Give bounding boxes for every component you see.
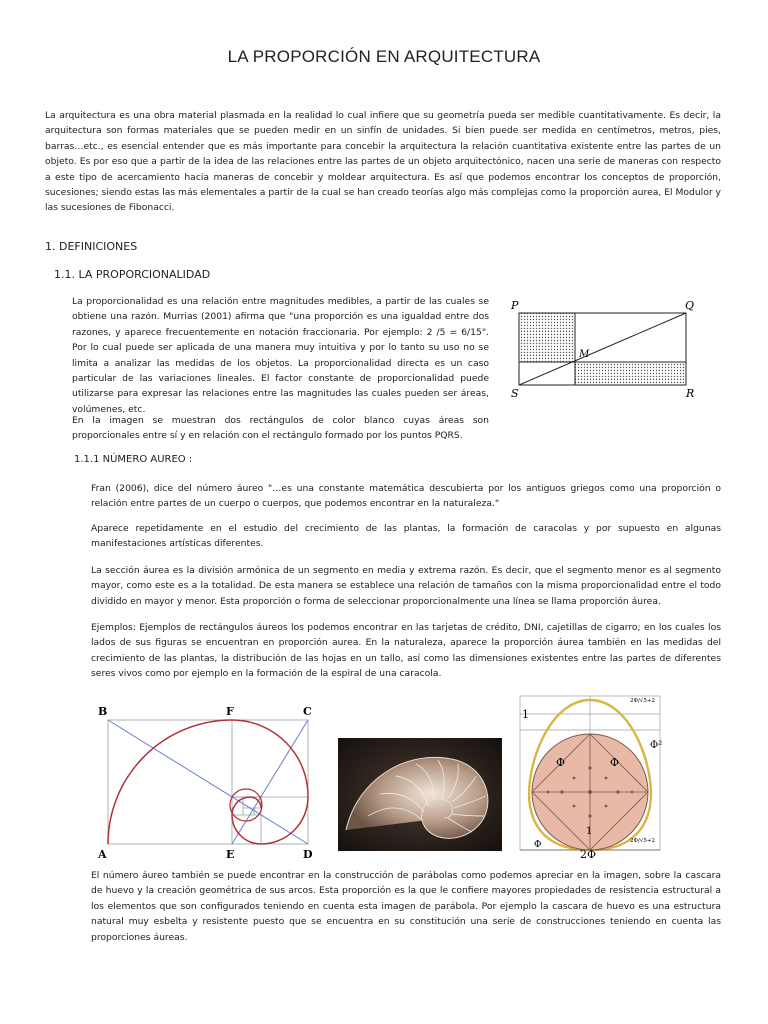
final-paragraph: El número áureo también se puede encontrar en la construcción de parábolas como podemos apreciar en la imagen, sobre la cascara de huevo y la creación geométrica de sus arcos. Esta proporción es la que le confiere mayores propiedades de resistencia estructural a los elementos que son configurados teniendo en cuenta esta imagen de parábola. Por ejemplo la cascara de huevo es una estructura natural muy esbelta y resistente puesto que se encuentra en su constitución una serie de construcciones teniendo en cuenta las proporciones áureas. xyxy=(91,870,721,943)
label-two-phi: 2Φ xyxy=(580,848,597,860)
label-d: D xyxy=(303,848,313,861)
page-title: LA PROPORCIÓN EN ARQUITECTURA xyxy=(227,47,541,66)
section-heading-definiciones: 1. DEFINICIONES xyxy=(45,240,138,253)
aureo-paragraph-1: Fran (2006), dice del número áureo "…es una constante matemática descubierta por los antiguos griegos como una proporción o relación entre partes de un cuerpo o cuerpos, que podemos encontrar en la naturaleza." xyxy=(91,483,721,510)
label-f: F xyxy=(226,705,234,718)
nautilus-shell-image xyxy=(338,738,502,851)
label-b: B xyxy=(98,705,108,718)
shaded-rectangle-bottom xyxy=(575,362,686,385)
shaded-rectangle-left xyxy=(519,313,575,362)
label-s: S xyxy=(511,387,519,400)
label-root-bottom: 2Φ/√5+2 xyxy=(630,838,655,844)
label-p: P xyxy=(511,299,519,312)
egg-golden-construction-figure xyxy=(514,690,674,860)
intro-paragraph: La arquitectura es una obra material plasmada en la realidad lo cual infiere que su geometría pueda ser medible cuantitativamente. Es decir, la arquitectura son formas materiales que se pueden medir en un sinfín de unidades. Si bien puede ser medida en centímetros, metros, pies, barras…etc., es esencial entender que es más importante para concebir la arquitectura la relación cuantitativa existente entre las partes de un objeto. Es por eso que a partir de la idea de las relaciones entre las partes de un objeto arquitectónico, nacen una serie de maneras con respecto a este tipo de acercamiento hacia maneras de concebir y moldear arquitectura. Es así que podemos encontrar los conceptos de proporción, sucesiones; siendo estas las más elementales a partir de la cual se han creado teorías algo más complejas como la proporción aurea, El Modulor y las sucesiones de Fibonacci. xyxy=(45,110,721,214)
label-root-top: 2Φ/√5+2 xyxy=(630,698,655,704)
aureo-paragraph-2: Aparece repetidamente en el estudio del crecimiento de las plantas, la formación de caracolas y por supuesto en algunas manifestaciones artísticas diferentes. xyxy=(91,523,721,550)
label-a: A xyxy=(98,848,107,861)
proporcionalidad-paragraph: La proporcionalidad es una relación entre magnitudes medibles, a partir de las cuales se obtiene una razón. Murrias (2001) afirma que "una proporción es una igualdad entre dos razones, y aparece frecuentemente en notación fraccionaria. Por ejemplo: 2 /5 = 6/15". Por lo cual puede ser aplicada de una manera muy intuitiva y por lo tanto su uso no se limita a analizar las medidas de los objetos. La proporcionalidad directa es un caso particular de las variaciones lineales. El factor constante de proporcionalidad puede utilizarse para expresar las relaciones entre las magnitudes las cuales pueden ser áreas, volúmenes, etc. xyxy=(72,296,489,415)
label-c: C xyxy=(303,705,312,718)
label-one-center: 1 xyxy=(586,826,593,837)
label-e: E xyxy=(226,848,235,861)
label-one-top: 1 xyxy=(522,708,529,721)
label-m: M xyxy=(579,349,590,360)
aureo-paragraph-4: Ejemplos: Ejemplos de rectángulos áureos los podemos encontrar en las tarjetas de crédito, DNI, cajetillas de cigarro; en los cuales los lados de sus figuras se encuentran en proporción aurea. En la naturaleza, aparece la proporción áurea también en las medidas del crecimiento de las plantas, la distribución de las hojas en un tallo, así como las dimensiones existentes entre las partes de diferentes seres vivos como por ejemplo en la formación de la espiral de una caracola. xyxy=(91,622,721,680)
golden-rectangle-spiral-figure xyxy=(94,702,326,862)
pqrs-rectangles-figure xyxy=(505,297,705,400)
label-q: Q xyxy=(685,299,695,312)
aureo-paragraph-3: La sección áurea es la división armónica de un segmento en media y extrema razón. Es decir, que el segmento menor es al segmento mayor, como este es a la totalidad. De esta manera se establece una relación de tamaños con la misma proporcionalidad entre el todo dividido en mayor y menor. Esta proporción o forma de seleccionar proporcionalmente una línea se llama proporción áurea. xyxy=(91,565,721,607)
label-phi-squared: Φ² xyxy=(650,740,663,751)
label-phi-right: Φ xyxy=(610,756,620,769)
label-r: R xyxy=(686,387,695,400)
subsection-heading-numero-aureo: 1.1.1 NÚMERO AUREO : xyxy=(74,454,193,465)
label-phi-bottom: Φ xyxy=(534,840,542,850)
subsection-heading-proporcionalidad: 1.1. LA PROPORCIONALIDAD xyxy=(54,268,211,281)
proporcionalidad-image-paragraph: En la imagen se muestran dos rectángulos de color blanco cuyas áreas son proporcionales entre sí y en relación con el rectángulo formado por los puntos PQRS. xyxy=(72,415,489,442)
label-phi-left: Φ xyxy=(556,756,566,769)
